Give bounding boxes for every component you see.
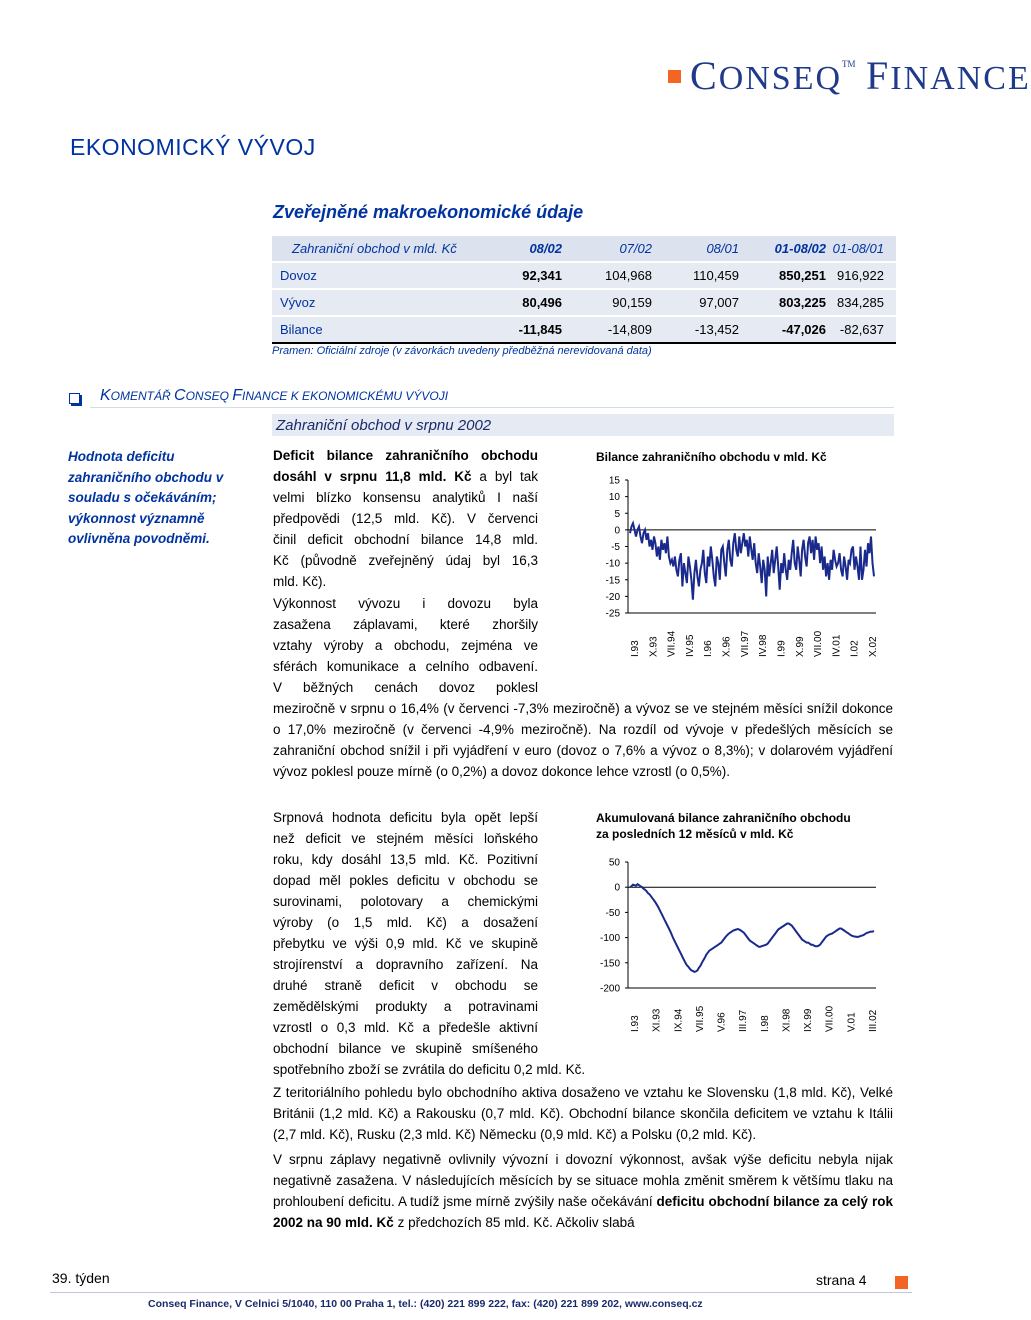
divider: [90, 407, 894, 408]
x-tick-label: VII.97: [739, 630, 751, 657]
chart2-title: [596, 810, 851, 842]
table-cell: -82,637: [826, 316, 896, 343]
y-tick-label: -150: [599, 958, 620, 970]
paragraph-deficit: [273, 445, 538, 592]
table-cell: 850,251: [739, 262, 826, 289]
chart2-title-line: za posledních 12 měsíců v mld. Kč: [596, 827, 794, 841]
paragraph-performance: [273, 593, 538, 698]
text-line: strojírenství a dopravního zařízení. Na: [273, 957, 538, 972]
x-tick-label: I.98: [759, 1015, 771, 1032]
y-tick-label: -10: [605, 558, 620, 570]
table-row: [272, 262, 896, 289]
footer-address: Conseq Finance, V Celnici 5/1040, 110 00 Praha 1, tel.: (420) 221 899 222, fax: (420) 221 899 202, www.conseq.cz: [148, 1298, 703, 1310]
y-tick-label: 50: [608, 857, 620, 869]
y-tick-label: -5: [611, 542, 620, 553]
text-line: obchodní bilance ve skupině smíšeného: [273, 1041, 538, 1056]
y-tick-label: -200: [599, 983, 620, 995]
table-header-cell: 01-08/01: [826, 236, 896, 262]
chart1-title: Bilance zahraničního obchodu v mld. Kč: [596, 450, 827, 464]
table-cell: -47,026: [739, 316, 826, 343]
x-tick-label: XI.93: [651, 1008, 663, 1032]
table-cell: 90,159: [562, 289, 652, 316]
x-tick-label: VII.94: [666, 630, 678, 657]
table-header-row: [272, 236, 896, 262]
table-cell: -11,845: [482, 316, 562, 343]
text-line: dosáhl v srpnu 11,8 mld. Kč a byl tak: [273, 469, 538, 484]
logo-square-icon: [668, 70, 681, 83]
text-line: velmi blízko konsensu analytiků I naší: [273, 490, 538, 505]
section-title: Zahraniční obchod v srpnu 2002: [276, 417, 492, 434]
text-line: spotřebního zboží se zvrátila do deficitu 0,2 mld. Kč.: [273, 1062, 586, 1077]
table-cell: 92,341: [482, 262, 562, 289]
x-tick-label: I.99: [776, 640, 788, 657]
x-tick-label: I.93: [630, 1015, 641, 1032]
text-line: předpovědi (12,5 mld. Kč). V červenci: [273, 511, 538, 526]
conseq-finance-logo: CONSEQ™ FINANCE: [690, 53, 1031, 98]
text-line: sférách komunikace a celního odbavení.: [273, 659, 538, 674]
text-line: roku, kdy dosáhl 13,5 mld. Kč. Pozitivní: [273, 852, 538, 867]
paragraph-august-deficit: [273, 807, 586, 1080]
x-tick-label: VII.00: [824, 1005, 836, 1032]
x-tick-label: I.96: [703, 640, 715, 657]
page-number: strana 4: [816, 1272, 867, 1288]
table-header-cell: 01-08/02: [739, 236, 826, 262]
x-tick-label: IV.98: [758, 634, 770, 657]
table-cell: 834,285: [826, 289, 896, 316]
text-line: přebytku ve výši 0,9 mld. Kč ve skupině: [273, 936, 538, 951]
table-cell: -14,809: [562, 316, 652, 343]
table-cell: 110,459: [652, 262, 739, 289]
page-title: EKONOMICKÝ VÝVOJ: [70, 134, 316, 160]
y-tick-label: 0: [614, 882, 620, 894]
chart2-title-line: Akumulovaná bilance zahraničního obchodu: [596, 811, 851, 825]
x-tick-label: X.99: [794, 636, 806, 657]
text-line: Deficit bilance zahraničního obchodu: [273, 448, 538, 463]
sidebar-summary: Hodnota deficitu zahraničního obchodu v souladu s očekáváním; výkonnost významně ovlivněna povodněmi.: [68, 449, 224, 546]
table-header-cell: 08/01: [652, 236, 739, 262]
text-line: Srpnová hodnota deficitu byla opět lepší: [273, 810, 538, 825]
text-line: druhé straně deficit v obchodu se: [273, 978, 538, 993]
y-tick-label: 0: [614, 525, 620, 537]
table-cell: 803,225: [739, 289, 826, 316]
x-tick-label: III.02: [868, 1009, 879, 1032]
text-line: zasažena záplavami, které zhoršily: [273, 617, 538, 632]
x-tick-label: V.01: [846, 1012, 858, 1032]
trade-table: [272, 236, 896, 344]
paragraph-outlook: V srpnu záplavy negativně ovlivnily vývozní i dovozní výkonnost, avšak výše deficitu nebyla nijak negativně zasažena. V následujících měsících by se situace mohla změnit směrem k většímu tlaku na prohloubení deficitu. A tudíž jsme mírně zvýšily naše očekávání deficitu obchodní bilance za celý rok 2002 na 90 mld. Kč z předchozích 85 mld. Kč. Ačkoliv slabá: [273, 1152, 893, 1230]
x-tick-label: X.02: [868, 636, 879, 657]
footer-divider: [50, 1292, 912, 1293]
text-line: činil deficit obchodní bilance 14,8 mld.: [273, 532, 538, 547]
table-cell: 97,007: [652, 289, 739, 316]
x-tick-label: IV.95: [684, 634, 696, 657]
x-tick-label: X.93: [648, 636, 660, 657]
x-tick-label: XI.98: [781, 1008, 793, 1032]
table-cell: 916,922: [826, 262, 896, 289]
table-header-cell: 07/02: [562, 236, 652, 262]
x-tick-label: IX.99: [803, 1008, 815, 1032]
text-line: vztahy výroby a obchodu, zejména ve: [273, 638, 538, 653]
text-line: zemědělskými produkty a potravinami: [273, 999, 538, 1014]
table-cell: -13,452: [652, 316, 739, 343]
y-tick-label: -20: [605, 591, 620, 603]
comment-heading: KOMENTÁŘ CONSEQ FINANCE K EKONOMICKÉMU VÝVOJI: [100, 387, 449, 404]
table-header-cell: 08/02: [482, 236, 562, 262]
x-tick-label: X.96: [721, 636, 733, 657]
x-tick-label: VII.00: [813, 630, 825, 657]
y-tick-label: 10: [608, 492, 620, 504]
checkbox-bullet-icon: [69, 393, 80, 404]
chart-accumulated: [590, 848, 890, 1032]
x-tick-label: I.02: [849, 640, 861, 657]
week-label: 39. týden: [52, 1270, 110, 1286]
y-tick-label: -25: [605, 608, 620, 620]
text-line: dopad měl pokles deficitu v obchodu se: [273, 873, 538, 888]
x-tick-label: IV.01: [831, 634, 843, 657]
paragraph-performance-cont: meziročně v srpnu o 16,4% (v červenci -7,3% meziročně) a vývoz se ve stejném měsíci snížil dokonce o 17,0% meziročně (v červenci -4,9% meziročně). Na rozdíl od vývoje v předešlých měsících se zahraniční obchod snížil i při vyjádření v euro (dovoz o 7,6% a vývoz o 8,3%); v dolarovém vyjádření vývoz poklesl pouze mírně (o 0,2%) a dovoz dokonce lehce vzrostl (o 0,5%).: [273, 701, 893, 779]
text-line: než deficit ve stejném měsíci loňského: [273, 831, 538, 846]
y-tick-label: 15: [608, 475, 620, 487]
y-tick-label: -100: [599, 933, 620, 945]
text-line: mld. Kč).: [273, 574, 327, 589]
table-source-note: Pramen: Oficiální zdroje (v závorkách uvedeny předběžná nerevidovaná data): [272, 345, 652, 357]
x-tick-label: VII.95: [694, 1005, 706, 1032]
y-tick-label: 5: [614, 508, 620, 520]
text-line: Výkonnost vývozu i dovozu byla: [273, 596, 538, 611]
x-tick-label: III.97: [738, 1009, 750, 1032]
paragraph-territorial: Z teritoriálního pohledu bylo obchodního aktiva dosaženo ve vztahu ke Slovensku (1,8 mld. Kč), Velké Británii (1,2 mld. Kč) a Rakousku (0,7 mld. Kč). Obchodní bilance skončila deficitem ve vztahu k Itálii (2,7 mld. Kč), Rusku (2,3 mld. Kč) Německu (0,9 mld. Kč) a Polsku (0,2 mld. Kč).: [273, 1085, 893, 1142]
x-tick-label: I.93: [630, 640, 641, 657]
section-subtitle: Zveřejněné makroekonomické údaje: [273, 202, 584, 222]
y-tick-label: -50: [605, 907, 620, 919]
text-line: Kč (původně zveřejněný údaj byl 16,3: [273, 553, 538, 568]
text-line: V běžných cenách dovoz poklesl: [273, 680, 538, 695]
row-label: Vývoz: [272, 289, 482, 316]
row-label: Dovoz: [272, 262, 482, 289]
text-line: surovinami, polotovary a chemickými: [273, 894, 538, 909]
text-line: výroby (o 1,5 mld. Kč) a dosažení: [273, 915, 538, 930]
table-cell: 104,968: [562, 262, 652, 289]
y-tick-label: -15: [605, 575, 620, 587]
footer-square-icon: [895, 1276, 908, 1289]
x-tick-label: V.96: [716, 1012, 728, 1032]
chart-balance: [590, 470, 890, 660]
chart1-series-line: [630, 523, 874, 600]
table-cell: 80,496: [482, 289, 562, 316]
table-row: [272, 316, 896, 343]
x-tick-label: IX.94: [673, 1008, 685, 1032]
row-label: Bilance: [272, 316, 482, 343]
table-header-cell: Zahraniční obchod v mld. Kč: [272, 236, 482, 262]
table-row: [272, 289, 896, 316]
text-line: vzrostl o 0,3 mld. Kč a předešle aktivní: [273, 1020, 538, 1035]
chart2-series-line: [630, 884, 874, 972]
